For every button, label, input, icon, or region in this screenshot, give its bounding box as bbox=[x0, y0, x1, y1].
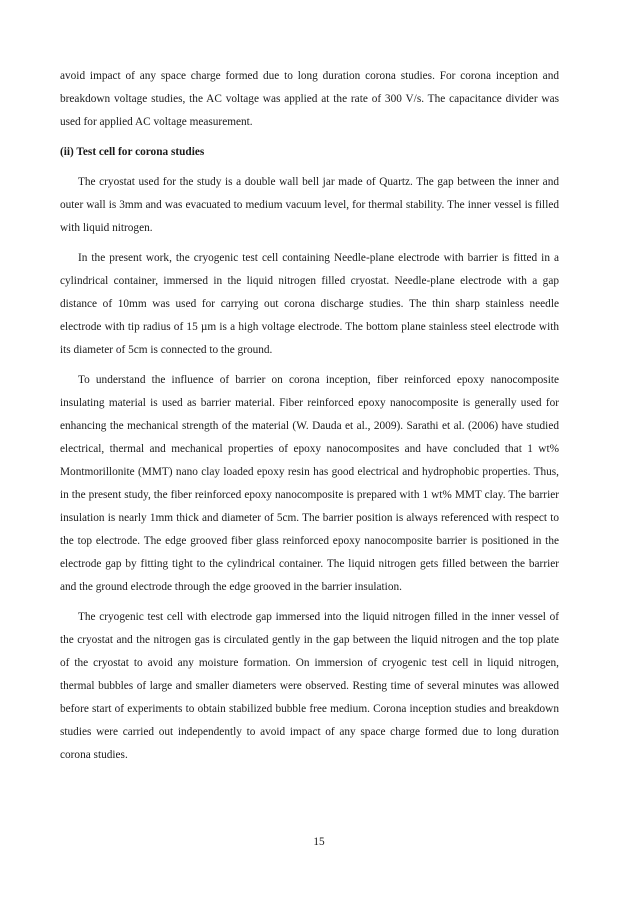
section-heading: (ii) Test cell for corona studies bbox=[60, 146, 205, 158]
paragraph: The cryogenic test cell with electrode gap immersed into the liquid nitrogen filled in the inner vessel of the cryostat and the nitrogen gas is circulated gently in the gap between the liquid nitrogen and the top plate of the cryostat to avoid any moisture formation. On immersion of cryogenic test cell in liquid nitrogen, thermal bubbles of large and smaller diameters were observed. Resting time of several minutes was allowed before start of experiments to obtain stabilized bubble free medium. Corona inception studies and breakdown studies were carried out independently to avoid impact of any space charge formed due to long duration corona studies. bbox=[60, 611, 559, 761]
paragraph: avoid impact of any space charge formed due to long duration corona studies. For corona inception and breakdown voltage studies, the AC voltage was applied at the rate of 300 V/s. The capacitance divider was used for applied AC voltage measurement. bbox=[60, 70, 559, 128]
paragraph: In the present work, the cryogenic test cell containing Needle-plane electrode with barrier is fitted in a cylindrical container, immersed in the liquid nitrogen filled cryostat. Needle-plane electrode with a gap distance of 10mm was used for carrying out corona discharge studies. The thin sharp stainless needle electrode with tip radius of 15 µm is a high voltage electrode. The bottom plane stainless steel electrode with its diameter of 5cm is connected to the ground. bbox=[60, 252, 559, 356]
page-number: 15 bbox=[313, 836, 325, 848]
paragraph: The cryostat used for the study is a double wall bell jar made of Quartz. The gap between the inner and outer wall is 3mm and was evacuated to medium vacuum level, for thermal stability. The inner vessel is filled with liquid nitrogen. bbox=[60, 176, 559, 234]
document-body bbox=[60, 65, 559, 774]
paragraph: To understand the influence of barrier on corona inception, fiber reinforced epoxy nanocomposite insulating material is used as barrier material. Fiber reinforced epoxy nanocomposite is generally used for enhancing the mechanical strength of the material (W. Dauda et al., 2009). Sarathi et al. (2006) have studied electrical, thermal and mechanical properties of epoxy nanocomposites and have concluded that 1 wt% Montmorillonite (MMT) nano clay loaded epoxy resin has good electrical and hydrophobic properties. Thus, in the present study, the fiber reinforced epoxy nanocomposite is prepared with 1 wt% MMT clay. The barrier insulation is nearly 1mm thick and diameter of 5cm. The barrier position is always referenced with respect to the top electrode. The edge grooved fiber glass reinforced epoxy nanocomposite barrier is positioned in the electrode gap by fitting tight to the cylindrical container. The liquid nitrogen gets filled between the barrier and the ground electrode through the edge grooved in the barrier insulation. bbox=[60, 374, 559, 593]
